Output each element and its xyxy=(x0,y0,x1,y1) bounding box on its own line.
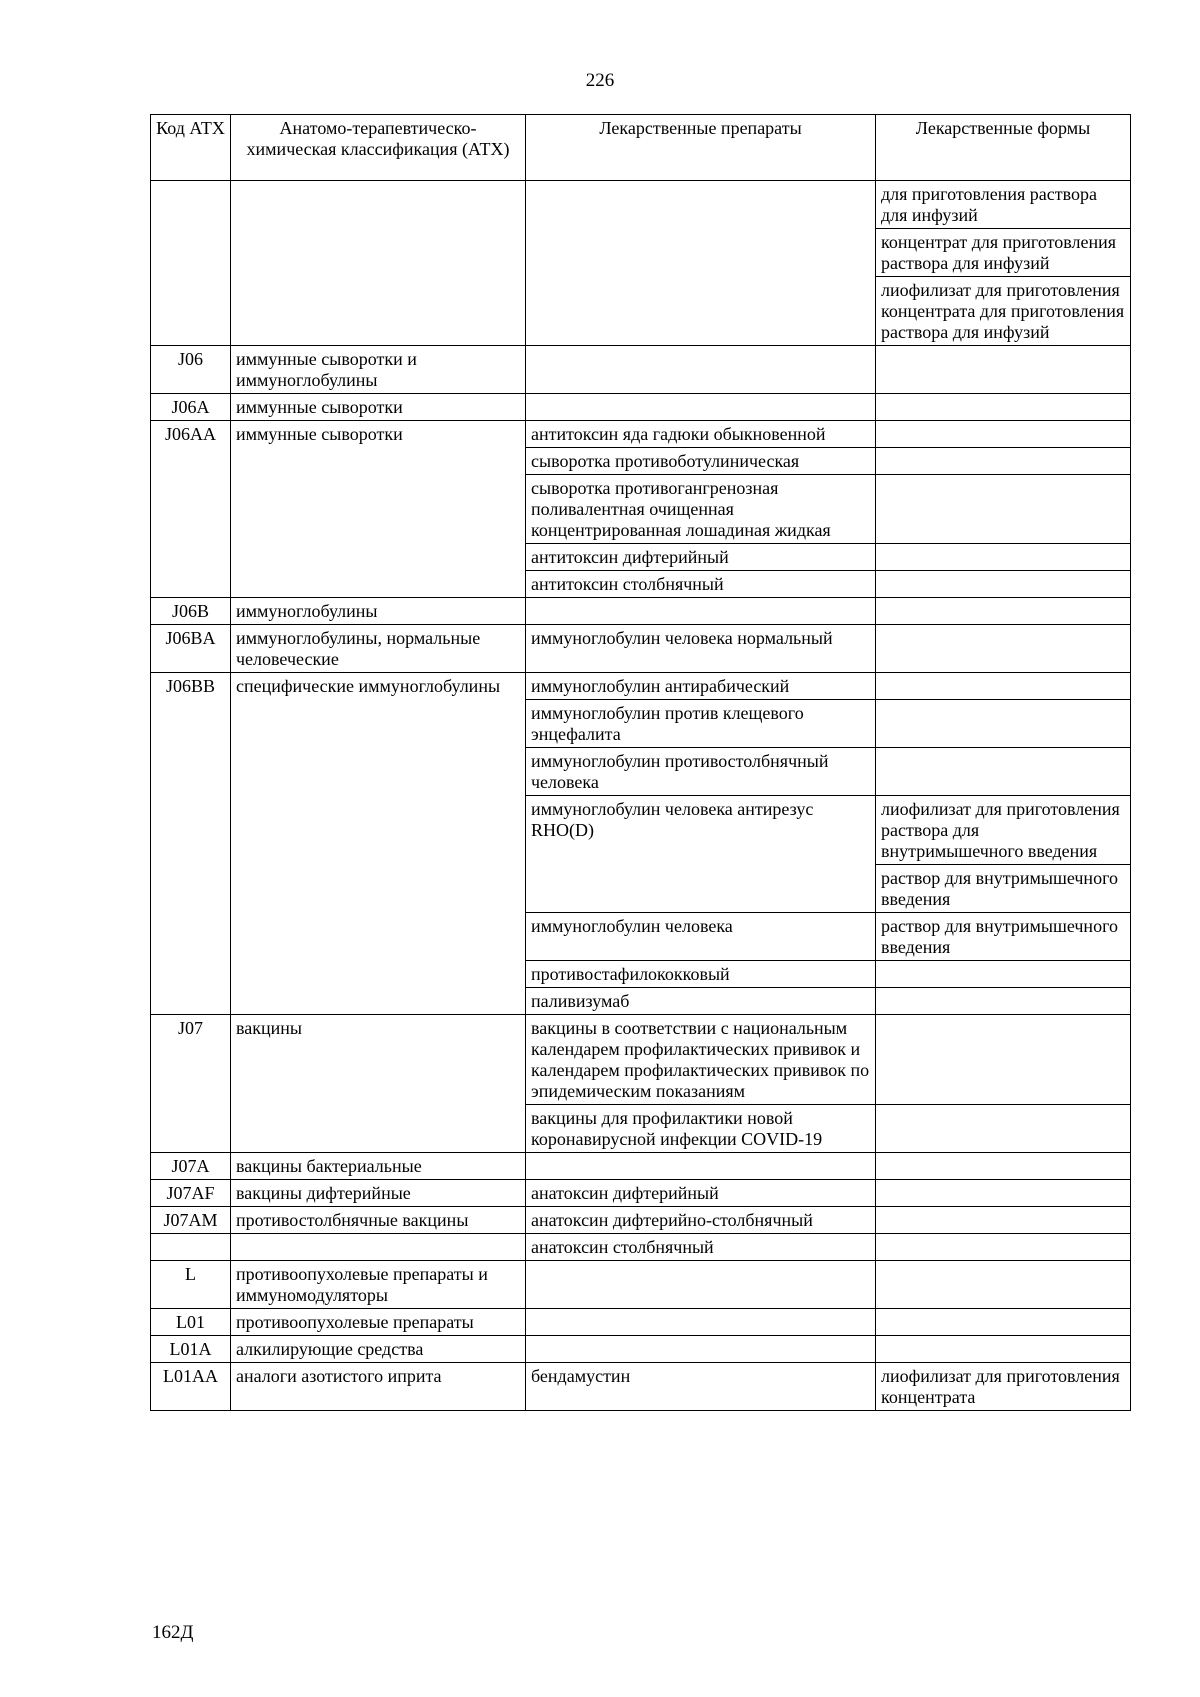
classification-cell: алкилирующие средства xyxy=(231,1336,526,1363)
form-cell xyxy=(876,544,1131,571)
classification-cell: противоопухолевые препараты xyxy=(231,1309,526,1336)
table-row xyxy=(151,346,1131,394)
table-row xyxy=(151,181,1131,229)
form-cell xyxy=(876,346,1131,394)
form-cell xyxy=(876,571,1131,598)
form-cell xyxy=(876,1207,1131,1234)
drug-cell: иммуноглобулин человека xyxy=(526,913,876,961)
drug-cell xyxy=(526,181,876,346)
form-cell: раствор для внутримышечного введения xyxy=(876,913,1131,961)
table-row xyxy=(151,1207,1131,1234)
form-cell xyxy=(876,961,1131,988)
classification-cell: вакцины бактериальные xyxy=(231,1153,526,1180)
drug-cell: анатоксин дифтерийно-столбнячный xyxy=(526,1207,876,1234)
table-row xyxy=(151,1363,1131,1411)
form-cell: раствор для внутримышечного введения xyxy=(876,865,1131,913)
code-cell: L01 xyxy=(151,1309,231,1336)
classification-cell: вакцины xyxy=(231,1015,526,1153)
drug-cell: бендамустин xyxy=(526,1363,876,1411)
drug-cell xyxy=(526,346,876,394)
code-cell: J06BA xyxy=(151,625,231,673)
code-cell: J06 xyxy=(151,346,231,394)
drug-cell xyxy=(526,1336,876,1363)
drug-cell: анатоксин дифтерийный xyxy=(526,1180,876,1207)
drug-cell: антитоксин яда гадюки обыкновенной xyxy=(526,421,876,448)
drug-cell: сыворотка противоботулиническая xyxy=(526,448,876,475)
classification-cell: иммунные сыворотки xyxy=(231,421,526,598)
form-cell xyxy=(876,1180,1131,1207)
drug-cell: вакцины в соответствии с национальным календарем профилактических прививок и календарем профилактических прививок по эпидемическим показаниям xyxy=(526,1015,876,1105)
form-cell xyxy=(876,421,1131,448)
drug-cell xyxy=(526,1309,876,1336)
form-cell xyxy=(876,625,1131,673)
form-cell xyxy=(876,475,1131,544)
drug-cell: вакцины для профилактики новой коронавирусной инфекции COVID-19 xyxy=(526,1105,876,1153)
table-header xyxy=(151,115,1131,181)
drug-cell: иммуноглобулин человека антирезус RHO(D) xyxy=(526,796,876,913)
form-cell xyxy=(876,1261,1131,1309)
form-cell xyxy=(876,394,1131,421)
classification-cell: вакцины дифтерийные xyxy=(231,1180,526,1207)
form-cell xyxy=(876,598,1131,625)
form-cell xyxy=(876,700,1131,748)
classification-cell: иммунные сыворотки и иммуноглобулины xyxy=(231,346,526,394)
table-row xyxy=(151,625,1131,673)
code-cell: J06BB xyxy=(151,673,231,1015)
code-cell: J06B xyxy=(151,598,231,625)
table-row xyxy=(151,1309,1131,1336)
form-cell: лиофилизат для приготовления концентрата для приготовления раствора для инфузий xyxy=(876,277,1131,346)
classification-cell: противостолбнячные вакцины xyxy=(231,1207,526,1234)
code-cell: J07AM xyxy=(151,1207,231,1234)
form-cell: лиофилизат для приготовления раствора для внутримышечного введения xyxy=(876,796,1131,865)
classification-cell: противоопухолевые препараты и иммуномодуляторы xyxy=(231,1261,526,1309)
form-cell: концентрат для приготовления раствора для инфузий xyxy=(876,229,1131,277)
atc-table xyxy=(150,114,1131,1411)
table-row xyxy=(151,1234,1131,1261)
table-row xyxy=(151,598,1131,625)
table-row xyxy=(151,1153,1131,1180)
footer-code: 162Д xyxy=(152,1622,194,1643)
code-cell: J07 xyxy=(151,1015,231,1153)
form-cell xyxy=(876,988,1131,1015)
table-row xyxy=(151,1015,1131,1105)
classification-cell: иммуноглобулины, нормальные человеческие xyxy=(231,625,526,673)
drug-cell: иммуноглобулин против клещевого энцефалита xyxy=(526,700,876,748)
drug-cell xyxy=(526,598,876,625)
code-cell xyxy=(151,1234,231,1261)
table-row xyxy=(151,673,1131,700)
table-row xyxy=(151,1180,1131,1207)
code-cell: J06A xyxy=(151,394,231,421)
form-cell xyxy=(876,673,1131,700)
drug-cell: антитоксин столбнячный xyxy=(526,571,876,598)
drug-cell: иммуноглобулин человека нормальный xyxy=(526,625,876,673)
code-cell: L01A xyxy=(151,1336,231,1363)
code-cell xyxy=(151,181,231,346)
code-cell: J07A xyxy=(151,1153,231,1180)
drug-cell: противостафилококковый xyxy=(526,961,876,988)
page-number: 226 xyxy=(585,70,615,91)
form-cell xyxy=(876,448,1131,475)
drug-cell: иммуноглобулин антирабический xyxy=(526,673,876,700)
drug-cell: сыворотка противогангренозная поливалентная очищенная концентрированная лошадиная жидкая xyxy=(526,475,876,544)
table-row xyxy=(151,1261,1131,1309)
header-code: Код АТХ xyxy=(151,115,231,181)
code-cell: L xyxy=(151,1261,231,1309)
form-cell xyxy=(876,748,1131,796)
form-cell xyxy=(876,1015,1131,1105)
drug-cell xyxy=(526,1153,876,1180)
form-cell xyxy=(876,1153,1131,1180)
code-cell: J06AA xyxy=(151,421,231,598)
header-classification: Анатомо-терапевтическо-химическая классификация (АТХ) xyxy=(231,115,526,181)
code-cell: L01AA xyxy=(151,1363,231,1411)
form-cell xyxy=(876,1105,1131,1153)
header-forms: Лекарственные формы xyxy=(876,115,1131,181)
drug-cell xyxy=(526,394,876,421)
drug-cell: иммуноглобулин противостолбнячный человека xyxy=(526,748,876,796)
form-cell xyxy=(876,1309,1131,1336)
form-cell: для приготовления раствора для инфузий xyxy=(876,181,1131,229)
drug-cell: паливизумаб xyxy=(526,988,876,1015)
form-cell xyxy=(876,1234,1131,1261)
classification-cell xyxy=(231,181,526,346)
drug-cell: антитоксин дифтерийный xyxy=(526,544,876,571)
table-row xyxy=(151,394,1131,421)
drug-cell xyxy=(526,1261,876,1309)
form-cell: лиофилизат для приготовления концентрата xyxy=(876,1363,1131,1411)
classification-cell: иммуноглобулины xyxy=(231,598,526,625)
classification-cell: иммунные сыворотки xyxy=(231,394,526,421)
table-row xyxy=(151,421,1131,448)
form-cell xyxy=(876,1336,1131,1363)
header-drugs: Лекарственные препараты xyxy=(526,115,876,181)
classification-cell: специфические иммуноглобулины xyxy=(231,673,526,1015)
classification-cell xyxy=(231,1234,526,1261)
code-cell: J07AF xyxy=(151,1180,231,1207)
classification-cell: аналоги азотистого иприта xyxy=(231,1363,526,1411)
table-row xyxy=(151,1336,1131,1363)
drug-cell: анатоксин столбнячный xyxy=(526,1234,876,1261)
